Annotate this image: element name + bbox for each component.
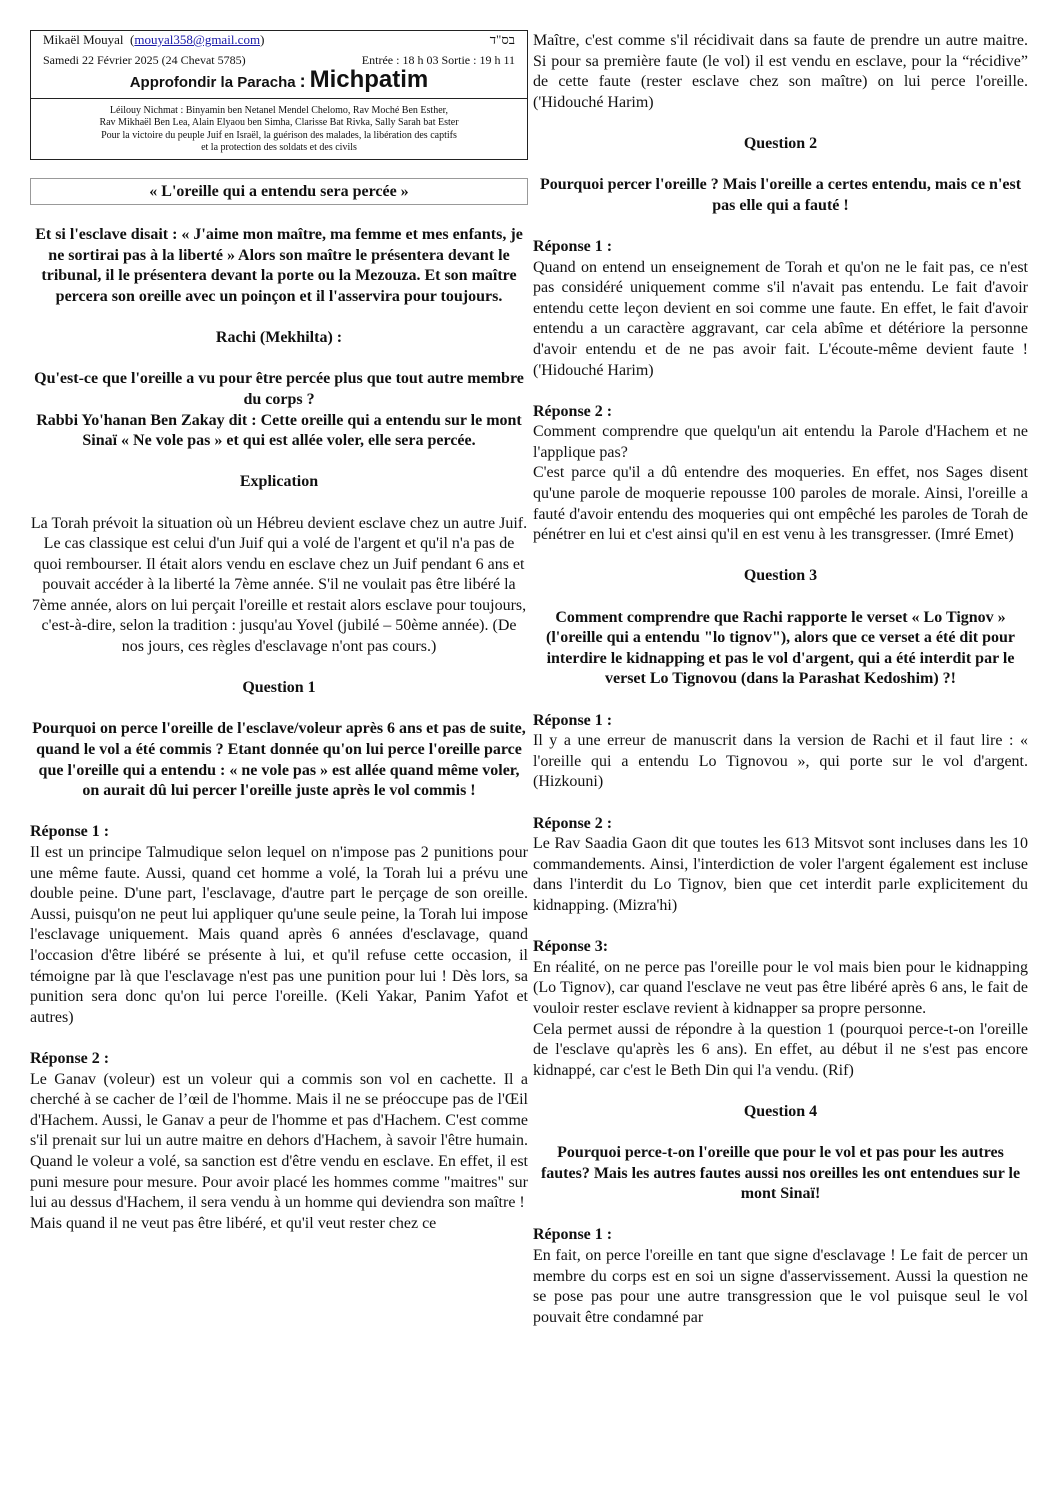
- question-2-text: Pourquoi percer l'oreille ? Mais l'oreille a certes entendu, mais ce n'est pas elle qui a fauté !: [539, 176, 1022, 214]
- q3-answer-2-text: Le Rav Saadia Gaon dit que toutes les 613 Mitsvot sont incluses dans les 10 commandements. Ainsi, l'interdiction de voler l'argent également est incluse dans l'interdit du Lo Tignov, bien que cet interdit parle explicitement du kidnapping. (Mizra'hi): [533, 835, 1028, 914]
- title-prefix: Approfondir la Paracha: [129, 74, 296, 91]
- question-4-text: Pourquoi perce-t-on l'oreille que pour le vol et pas pour les autres fautes? Mais les autres fautes aussi nos oreilles les ont entendues sur le mont Sinaï!: [540, 1144, 1021, 1203]
- author-row: [31, 31, 527, 49]
- q2-answer-1-label: Réponse 1 :: [533, 237, 613, 255]
- dedication-line: Léilouy Nichmat : Binyamin ben Netanel Mendel Chelomo, Rav Moché Ben Esther,: [109, 104, 449, 116]
- explication-heading: Explication: [239, 473, 319, 491]
- q1-answer-2-continued-right: Maître, c'est comme s'il récidivait dans sa faute de prendre un autre maitre. Si pour sa première faute (le vol) il est vendu en esclave, pour la “récidive” de cette faute (rester esclave chez son maître) on lui perce l'oreille. ('Hidouché Harim): [533, 32, 1028, 111]
- q2-answer-2-text-continued: C'est parce qu'il a dû entendre des moqueries. En effet, nos Sages disent qu'une parole de moquerie repousse 100 paroles de morale. Ainsi, l'oreille a fauté d'avoir entendu des moqueries qui ont empêché les paroles de Torah de pénétrer en lui et c'est ainsi qu'il en est venu à les transgresser. (Imré Emet): [533, 464, 1028, 544]
- q4-answer-1-text: En fait, on perce l'oreille en tant que signe d'esclavage ! Le fait de percer un membre du corps est en soi un signe d'asservissement. Aussi la question ne se pose pas pour une autre transgression que le vol puisque seul le vol pouvait être condamné par: [533, 1247, 1028, 1326]
- header-box: [30, 30, 528, 160]
- question-1-heading: Question 1: [242, 679, 316, 697]
- date-text: Samedi 22 Février 2025 (24 Chevat 5785): [43, 53, 246, 67]
- date-row: [31, 49, 527, 68]
- question-3-heading: Question 3: [743, 567, 818, 585]
- q3-answer-3-label: Réponse 3:: [533, 938, 609, 956]
- q3-answer-1-text: Il y a une erreur de manuscrit dans la version de Rachi et il faut lire : « l'oreille qui a entendu Lo Tignovou », qui porte sur le vol d'argent. (Hizkouni): [533, 732, 1028, 791]
- explication-text: La Torah prévoit la situation où un Hébreu devient esclave chez un autre Juif. Le cas classique est celui d'un Juif qui a volé de l'argent et qu'il n'a pas de quoi rembourser. Il était alors vendu en esclave chez un Juif pendant 6 ans et pouvait accéder à la liberté la 7ème année. S'il ne voulait pas être libéré la 7ème année, alors on lui perçait l'oreille et restait alors esclave pour toujours, c'est-à-dire, selon la tradition : jusqu'au Yovel (jubilé – 50ème année). (De nos jours, ces règles d'esclavage n'ont pas cours.): [30, 514, 528, 656]
- question-3-text: Comment comprendre que Rachi rapporte le verset « Lo Tignov » (l'oreille qui a entendu "lo tignov"), alors que ce verset a été dit pour interdire le kidnapping et pas le vol d'argent, qui a été interdit par le verset Lo Tignovou (dans la Parashat Kedoshim) ?!: [546, 608, 1015, 688]
- q2-answer-1-text: Quand on entend un enseignement de Torah et qu'on ne le fait pas, ce n'est pas considéré uniquement comme s'il n'avait pas entendu. Le fait d'avoir entendu cette leçon devient en soi comme une faute. En effet, le fait d'avoir entendu a un caractère aggravant, car cela abîme et détériore la personne d'avoir entendu et de ne pas avoir fait. L'écoute-même devient faute ! ('Hidouché Harim): [533, 258, 1028, 379]
- author-email-link[interactable]: mouyal358@gmail.com: [134, 32, 261, 47]
- page-title: [31, 68, 527, 98]
- q2-answer-2-label: Réponse 2 :: [533, 402, 613, 420]
- dedication-line: et la protection des soldats et des civils: [201, 142, 357, 154]
- hebrew-tag: בס"ד: [489, 32, 515, 47]
- q3-answer-3-text-continued: Cela permet aussi de répondre à la question 1 (pourquoi perce-t-on l'oreille de l'esclave qu'après les 6 ans). En effet, au début il ne s'est pas encore kidnappé, car c'est le Beth Din qui l'a vendu. (Rif): [533, 1020, 1028, 1079]
- q1-answer-1-label: Réponse 1 :: [30, 823, 110, 841]
- left-column: [30, 30, 528, 1234]
- title-colon: :: [299, 71, 306, 91]
- dedication-line: Rav Mikhaël Ben Lea, Alain Elyaou ben Simha, Clarisse Bat Rivka, Sally Sarah bat Ester: [99, 117, 459, 129]
- question-4-heading: Question 4: [743, 1102, 818, 1120]
- question-2-heading: Question 2: [743, 134, 818, 152]
- question-1-text: Pourquoi on perce l'oreille de l'esclave/voleur après 6 ans et pas de suite, quand le vol a été commis ? Etant donnée qu'on lui perce l'oreille parce que l'oreille qui a entendu : « ne vole pas » est allée quand même voler, on aurait dû lui percer l'oreille juste après le vol commis !: [32, 720, 526, 800]
- rachi-heading: Rachi (Mekhilta) :: [215, 329, 343, 347]
- q4-answer-1-label: Réponse 1 :: [533, 1226, 613, 1244]
- verse-title: « L'oreille qui a entendu sera percée »: [30, 178, 528, 205]
- q1-answer-2-label: Réponse 2 :: [30, 1049, 110, 1067]
- q3-answer-3-text: En réalité, on ne perce pas l'oreille pour le vol mais bien pour le kidnapping (Lo Tignov), car quand l'esclave ne veut pas être libéré après 6 ans, le fait de vouloir rester esclave revient à kidnapper sa propre personne.: [533, 958, 1028, 1017]
- rachi-answer: Rabbi Yo'hanan Ben Zakay dit : Cette oreille qui a entendu sur le mont Sinaï « Ne vole pas » et qui est allée voler, elle sera percée.: [36, 411, 522, 450]
- right-column: [533, 31, 1028, 1328]
- q3-answer-1-label: Réponse 1 :: [533, 711, 613, 729]
- q1-answer-2-continued: Mais quand il ne veut pas être libéré, et qu'il veut rester chez ce: [30, 1214, 437, 1232]
- title-main: Michpatim: [309, 66, 429, 93]
- shabbat-times: Entrée : 18 h 03 Sortie : 19 h 11: [361, 53, 515, 67]
- intro-verse-text: Et si l'esclave disait : « J'aime mon maître, ma femme et mes enfants, je ne sortirai pas à la liberté » Alors son maître le présentera devant le tribunal, il le présentera devant la porte ou la Mezouza. Et son maître percera son oreille avec un poinçon et il l'asservira pour toujours.: [35, 226, 523, 305]
- q3-answer-2-label: Réponse 2 :: [533, 814, 613, 832]
- q2-answer-2-text: Comment comprendre que quelqu'un ait entendu la Parole d'Hachem et ne l'applique pas?: [533, 423, 1028, 461]
- q1-answer-1-text: Il est un principe Talmudique selon lequel on n'impose pas 2 punitions pour une même faute. Aussi, quand cet homme a volé, la Torah lui a prévu une double peine. D'une part, l'esclavage, d'autre part le perçage de son oreille. Aussi, puisqu'on ne peut lui appliquer qu'une seule peine, la Torah lui impose l'esclavage uniquement. Mais quand après 6 années d'esclavage, quand l'occasion d'être libéré se présente à lui, et qu'il refuse cette occasion, il témoigne par là que l'esclavage n'est pas une punition pour lui ! Dès lors, sa punition sera donc qu'on lui perce l'oreille. (Keli Yakar, Panim Yafot et autres): [30, 844, 528, 1026]
- author-line: Mikaël Mouyal (mouyal358@gmail.com): [43, 32, 265, 47]
- dedication-line: Pour la victoire du peuple Juif en Israël, la guérison des malades, la libération des captifs: [101, 129, 457, 141]
- q1-answer-2-text: Le Ganav (voleur) est un voleur qui a commis son vol en cachette. Il a cherché à se cacher de l’œil de l'homme. Mais il ne se préoccupe pas de l'Œil d'Hachem. Aussi, le Ganav a peur de l'homme et pas d'Hachem. C'est comme s'il prenait sur lui un autre maitre en dehors d'Hachem, à savoir l'être humain. Quand le voleur a volé, sa sanction est d'être vendu en esclave. En effet, il est puni mesure pour mesure. Pour avoir placé les hommes comme "maitres" sur lui au dessus d'Hachem, il sera vendu à un homme qui deviendra son maître !: [30, 1070, 528, 1212]
- dedication-box: [31, 98, 527, 159]
- author-name: Mikaël Mouyal: [43, 32, 124, 47]
- rachi-question: Qu'est-ce que l'oreille a vu pour être percée plus que tout autre membre du corps ?: [34, 370, 524, 408]
